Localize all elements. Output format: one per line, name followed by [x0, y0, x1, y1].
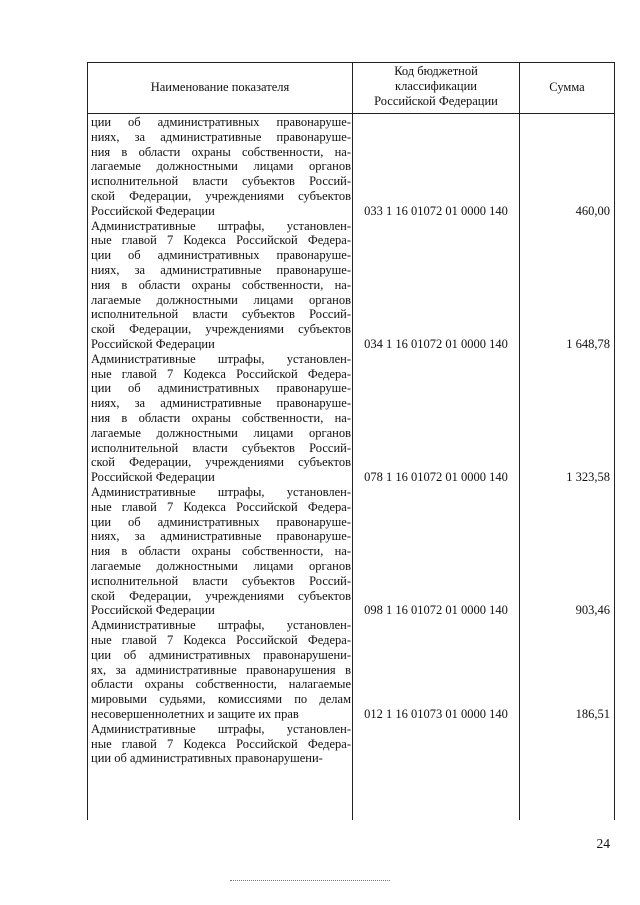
row-text-line: ния в области охраны собственности, на- — [91, 410, 351, 425]
row-sum-cell: 460,00 — [575, 203, 610, 218]
row-sum-cell: 1 648,78 — [566, 337, 610, 351]
row-text-line: ции об административных правонарушени- — [91, 751, 323, 766]
row-text-line: ные главой 7 Кодекса Российской Федера- — [91, 499, 351, 514]
row-text-line: исполнительной власти субъектов Россий- — [91, 307, 351, 322]
row-text-line: ниях, за административные правонаруше- — [91, 129, 351, 144]
row-text-line: ные главой 7 Кодекса Российской Федера- — [91, 632, 351, 647]
row-text-line: Административные штрафы, установлен- — [91, 218, 351, 233]
row-text-line: ные главой 7 Кодекса Российской Федера- — [91, 233, 351, 248]
row-text-line: исполнительной власти субъектов Россий- — [91, 440, 351, 455]
header-bottom-border — [87, 113, 614, 114]
row-text-line: лагаемые должностными лицами органов — [91, 292, 351, 307]
row-name-cell — [91, 485, 351, 618]
row-text-line: Российской Федерации — [91, 603, 215, 618]
table-left-border — [87, 62, 88, 820]
row-text-line: ях, за административные правонарушения в — [91, 662, 351, 677]
row-text-line: Административные штрафы, установлен- — [91, 485, 351, 499]
row-text-line: ния в области охраны собственности, на- — [91, 144, 351, 159]
row-text-line: ской Федерации, учреждениями субъектов — [91, 455, 351, 470]
row-text-line: Российской Федерации — [91, 470, 215, 485]
page-number: 24 — [596, 836, 610, 851]
row-code-cell: 033 1 16 01072 01 0000 140 — [364, 203, 508, 218]
row-text-line: ния в области охраны собственности, на- — [91, 277, 351, 292]
row-text-line: ции об административных правонаруше- — [91, 115, 351, 129]
header-sum-column: Сумма — [549, 80, 585, 94]
row-text-line: мировыми судьями, комиссиями по делам — [91, 692, 351, 707]
row-code-cell: 012 1 16 01073 01 0000 140 — [364, 707, 508, 721]
row-text-line: ниях, за административные правонаруше- — [91, 262, 351, 277]
column-divider-2 — [519, 62, 520, 820]
row-text-line: области охраны собственности, налагаемые — [91, 677, 351, 692]
row-text-line: ные главой 7 Кодекса Российской Федера- — [91, 736, 351, 751]
row-text-line: Административные штрафы, установлен- — [91, 721, 351, 736]
table-top-border — [87, 62, 614, 63]
row-code-cell: 034 1 16 01072 01 0000 140 — [364, 337, 508, 351]
row-text-line: ции об административных правонаруше- — [91, 381, 351, 396]
row-text-line: ской Федерации, учреждениями субъектов — [91, 588, 351, 603]
scan-edge-mark — [230, 880, 390, 882]
header-code-line-3: Российской Федерации — [374, 94, 498, 108]
header-code-line-1: Код бюджетной — [394, 64, 478, 78]
header-code-column — [353, 64, 519, 109]
row-text-line: ния в области охраны собственности, на- — [91, 544, 351, 559]
row-name-cell — [91, 352, 351, 485]
row-text-line: лагаемые должностными лицами органов — [91, 558, 351, 573]
row-name-cell — [91, 618, 351, 722]
row-text-line: исполнительной власти субъектов Россий- — [91, 573, 351, 588]
row-sum-cell: 903,46 — [575, 603, 610, 618]
column-divider-1 — [352, 62, 353, 820]
row-sum-cell: 186,51 — [575, 707, 610, 721]
row-name-cell — [91, 219, 351, 352]
row-text-line: ской Федерации, учреждениями субъектов — [91, 188, 351, 203]
row-name-cell — [91, 115, 351, 219]
row-name-cell — [91, 722, 351, 766]
row-text-line: Административные штрафы, установлен- — [91, 618, 351, 633]
row-text-line: Российской Федерации — [91, 336, 215, 351]
table-right-border — [614, 62, 615, 820]
row-text-line: Российской Федерации — [91, 203, 215, 218]
header-code-line-2: классификации — [395, 79, 477, 93]
row-text-line: ской Федерации, учреждениями субъектов — [91, 322, 351, 337]
row-text-line: исполнительной власти субъектов Россий- — [91, 174, 351, 189]
row-text-line: лагаемые должностными лицами органов — [91, 425, 351, 440]
row-code-cell: 098 1 16 01072 01 0000 140 — [364, 603, 508, 618]
row-sum-cell: 1 323,58 — [566, 470, 610, 485]
row-text-line: лагаемые должностными лицами органов — [91, 159, 351, 174]
header-name-column: Наименование показателя — [150, 80, 290, 94]
row-text-line: ции об административных правонарушени- — [91, 647, 351, 662]
row-code-cell: 078 1 16 01072 01 0000 140 — [364, 470, 508, 485]
row-text-line: ные главой 7 Кодекса Российской Федера- — [91, 366, 351, 381]
row-text-line: несовершеннолетних и защите их прав — [91, 706, 299, 721]
row-text-line: ниях, за административные правонаруше- — [91, 529, 351, 544]
row-text-line: ниях, за административные правонаруше- — [91, 396, 351, 411]
row-text-line: ции об административных правонаруше- — [91, 248, 351, 263]
row-text-line: Административные штрафы, установлен- — [91, 351, 351, 366]
row-text-line: ции об административных правонаруше- — [91, 514, 351, 529]
